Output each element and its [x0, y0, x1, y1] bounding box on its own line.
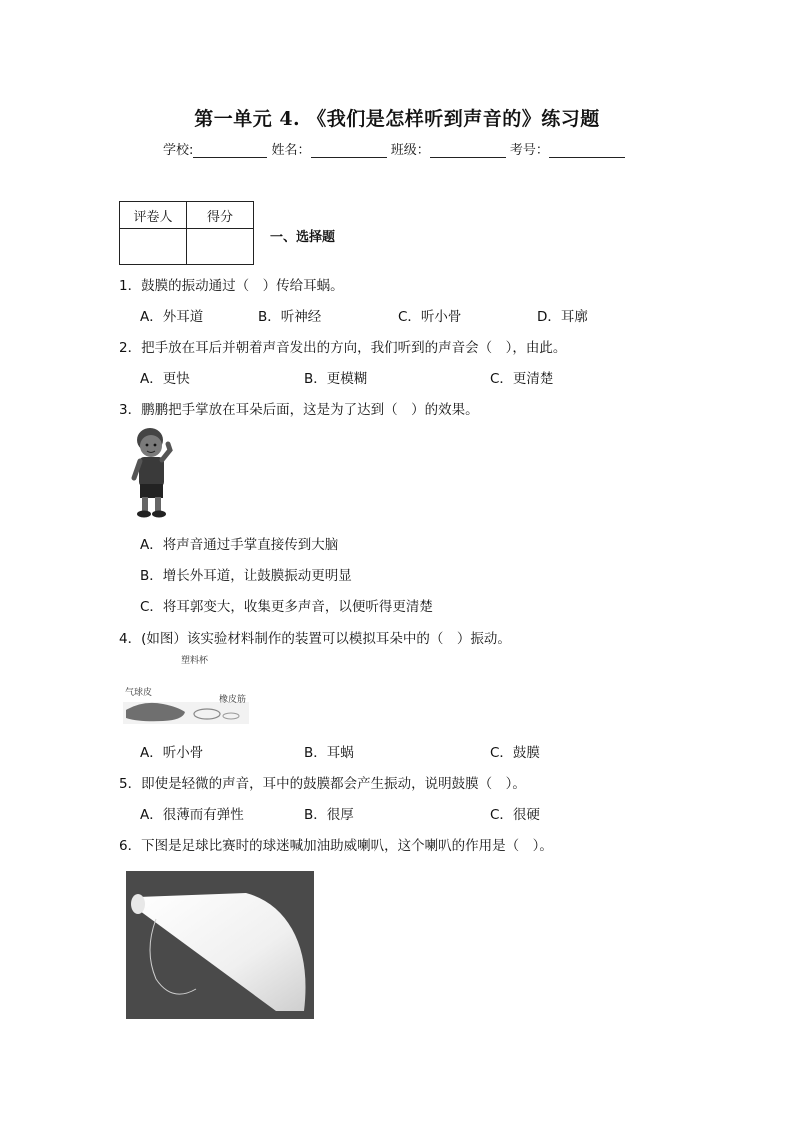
q5-option-b[interactable]: B．很厚 [304, 807, 354, 823]
q2-option-a[interactable]: A．更快 [140, 371, 190, 387]
section-title: 一、选择题 [270, 230, 336, 245]
student-info-line [163, 139, 625, 158]
q4-option-a[interactable]: A．听小骨 [140, 745, 204, 761]
cup-label: 塑料杯 [181, 656, 209, 666]
grader-cell[interactable] [120, 229, 187, 265]
score-header: 得分 [187, 202, 254, 229]
question-5: 5．即使是轻微的声音，耳中的鼓膜都会产生振动，说明鼓膜（ ）。 [119, 776, 526, 792]
question-3: 3．鹏鹏把手掌放在耳朵后面，这是为了达到（ ）的效果。 [119, 402, 479, 418]
balloon-label: 气球皮 [125, 688, 153, 698]
q5-option-a[interactable]: A．很薄而有弹性 [140, 807, 244, 823]
question-2: 2．把手放在耳后并朝着声音发出的方向，我们听到的声音会（ ），由此。 [119, 340, 567, 356]
exam-no-blank[interactable] [549, 143, 625, 158]
megaphone-photo [126, 871, 314, 1019]
exam-no-label: 考号： [509, 143, 549, 158]
q1-option-c[interactable]: C．听小骨 [398, 309, 462, 325]
name-label: 姓名： [271, 143, 311, 158]
boy-listening-figure [126, 426, 178, 520]
score-table [119, 201, 254, 265]
class-blank[interactable] [430, 143, 506, 158]
band-label: 橡皮筋 [219, 695, 247, 705]
school-blank[interactable] [193, 143, 267, 158]
score-cell[interactable] [187, 229, 254, 265]
school-label: 学校: [163, 143, 194, 158]
grader-header: 评卷人 [120, 202, 187, 229]
name-blank[interactable] [311, 143, 387, 158]
q3-option-c[interactable]: C．将耳郭变大，收集更多声音，以便听得更清楚 [140, 599, 433, 615]
q1-option-d[interactable]: D．耳廓 [537, 309, 588, 325]
balloon-cup-figure [123, 652, 249, 724]
question-1: 1．鼓膜的振动通过（ ）传给耳蜗。 [119, 278, 344, 294]
q2-option-b[interactable]: B．更模糊 [304, 371, 368, 387]
q4-option-c[interactable]: C．鼓膜 [490, 745, 540, 761]
page-title: 第一单元 4. 《我们是怎样听到声音的》练习题 [194, 108, 600, 130]
question-4: 4．(如图）该实验材料制作的装置可以模拟耳朵中的（ ）振动。 [119, 631, 511, 647]
q3-option-b[interactable]: B．增长外耳道，让鼓膜振动更明显 [140, 568, 352, 584]
class-label: 班级： [390, 143, 430, 158]
q1-option-b[interactable]: B．听神经 [258, 309, 322, 325]
q5-option-c[interactable]: C．很硬 [490, 807, 540, 823]
q4-option-b[interactable]: B．耳蜗 [304, 745, 354, 761]
q3-option-a[interactable]: A．将声音通过手掌直接传到大脑 [140, 537, 339, 553]
q2-option-c[interactable]: C．更清楚 [490, 371, 554, 387]
question-6: 6．下图是足球比赛时的球迷喊加油助威喇叭，这个喇叭的作用是（ ）。 [119, 838, 553, 854]
q1-option-a[interactable]: A．外耳道 [140, 309, 204, 325]
